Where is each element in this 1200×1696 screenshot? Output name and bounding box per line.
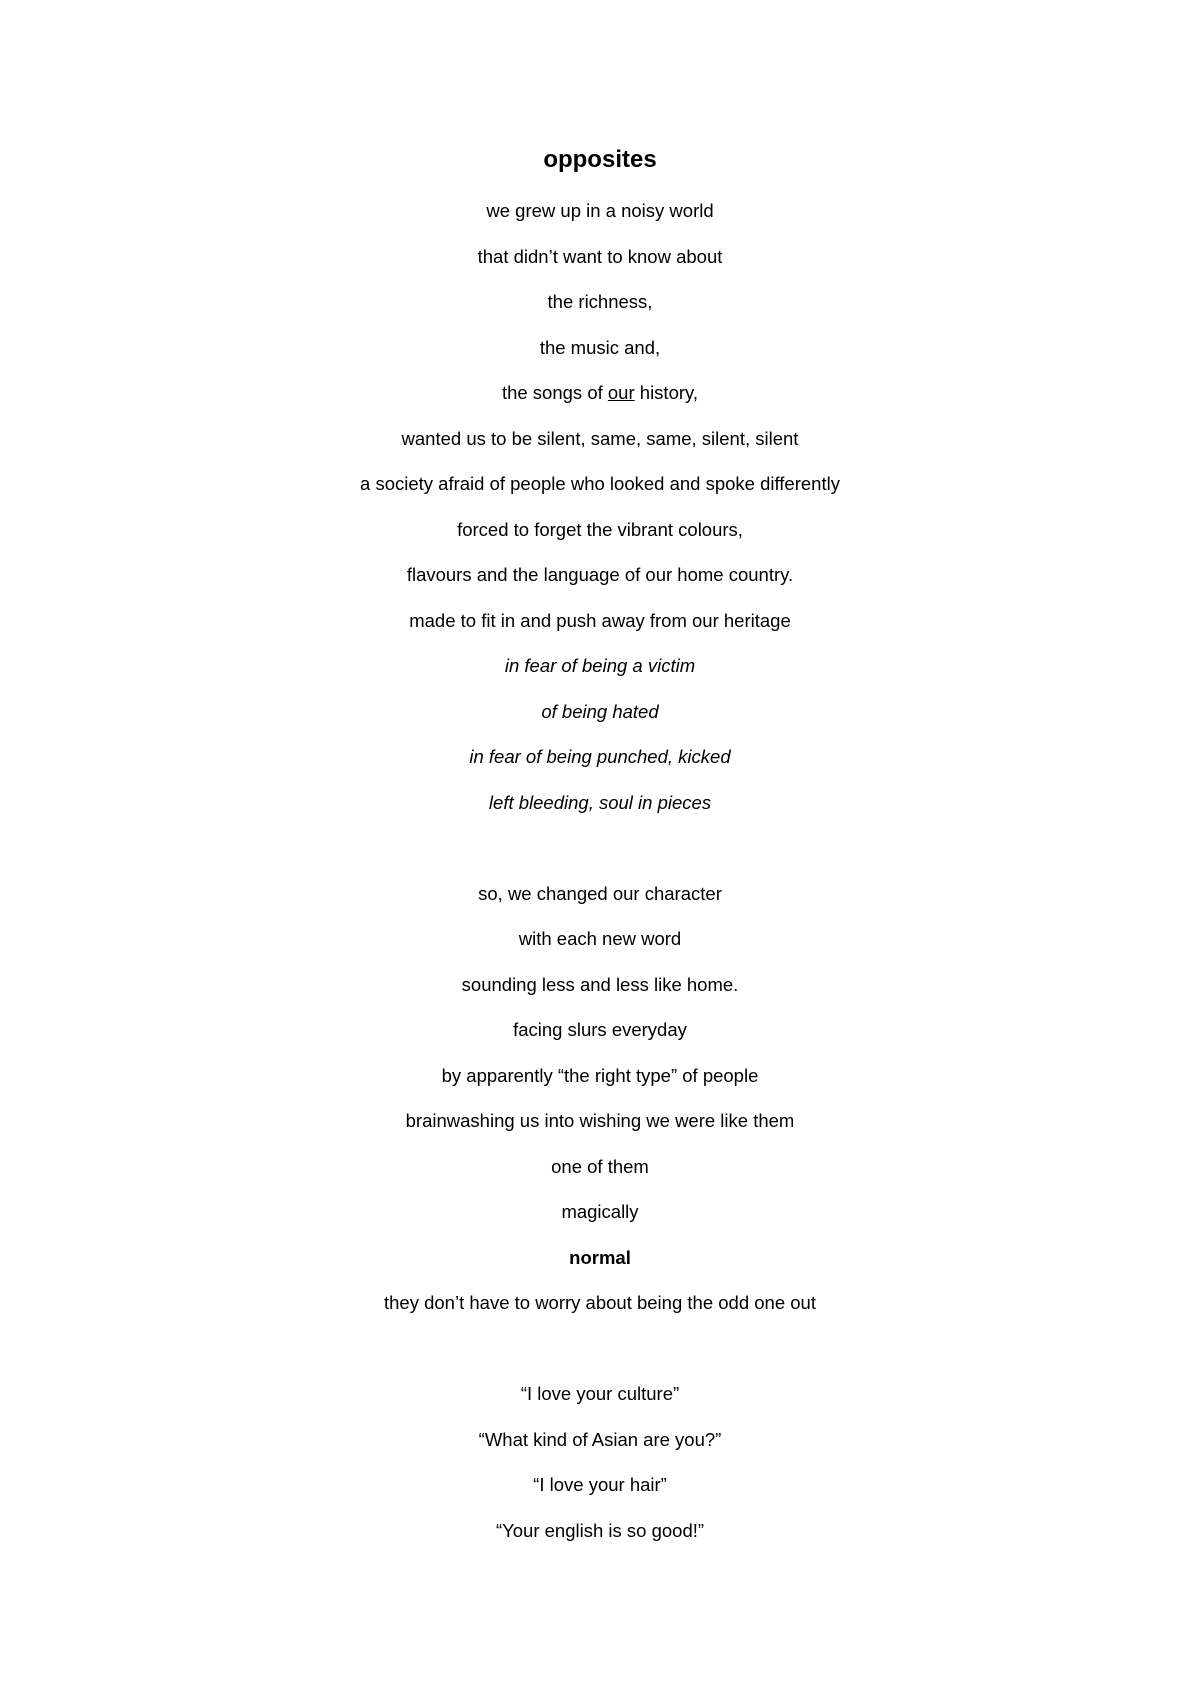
poem-line: made to fit in and push away from our heritage	[409, 610, 791, 631]
poem-line-quote: “What kind of Asian are you?”	[478, 1429, 722, 1450]
poem-line-segment: history,	[634, 382, 699, 403]
poem-line: the richness,	[547, 291, 653, 312]
poem-line: flavours and the language of our home country.	[406, 564, 794, 585]
poem-line-quote: “I love your culture”	[520, 1383, 680, 1404]
poem-line: sounding less and less like home.	[461, 974, 739, 995]
poem-line-segment: the songs of	[501, 382, 608, 403]
poem-line: a society afraid of people who looked and spoke differently	[360, 473, 840, 494]
poem-line-bold: normal	[569, 1247, 631, 1268]
poem-line-italic: of being hated	[541, 701, 659, 722]
poem-line-italic: in fear of being punched, kicked	[469, 746, 731, 767]
poem-line: the music and,	[539, 337, 661, 358]
poem-line: so, we changed our character	[478, 883, 722, 904]
poem-line-italic: in fear of being a victim	[504, 655, 696, 676]
poem-line: magically	[561, 1201, 639, 1222]
poem-line: facing slurs everyday	[513, 1019, 687, 1040]
poem-line-italic: left bleeding, soul in pieces	[488, 792, 712, 813]
underlined-word: our	[607, 382, 635, 403]
poem-line: they don’t have to worry about being the odd one out	[384, 1292, 816, 1313]
poem-line: wanted us to be silent, same, same, silent, silent	[401, 428, 799, 449]
poem-line: brainwashing us into wishing we were like them	[405, 1110, 795, 1131]
poem-line: by apparently “the right type” of people	[441, 1065, 759, 1086]
poem-title: opposites	[543, 146, 657, 173]
poem-line-quote: “I love your hair”	[533, 1474, 667, 1495]
poem-line	[0, 381, 1200, 405]
poem-line: that didn’t want to know about	[477, 246, 723, 267]
poem-line: we grew up in a noisy world	[486, 200, 714, 221]
poem-line-quote: “Your english is so good!”	[495, 1520, 705, 1541]
poem-line: one of them	[551, 1156, 649, 1177]
poem-line: forced to forget the vibrant colours,	[457, 519, 743, 540]
poem-line: with each new word	[518, 928, 682, 949]
